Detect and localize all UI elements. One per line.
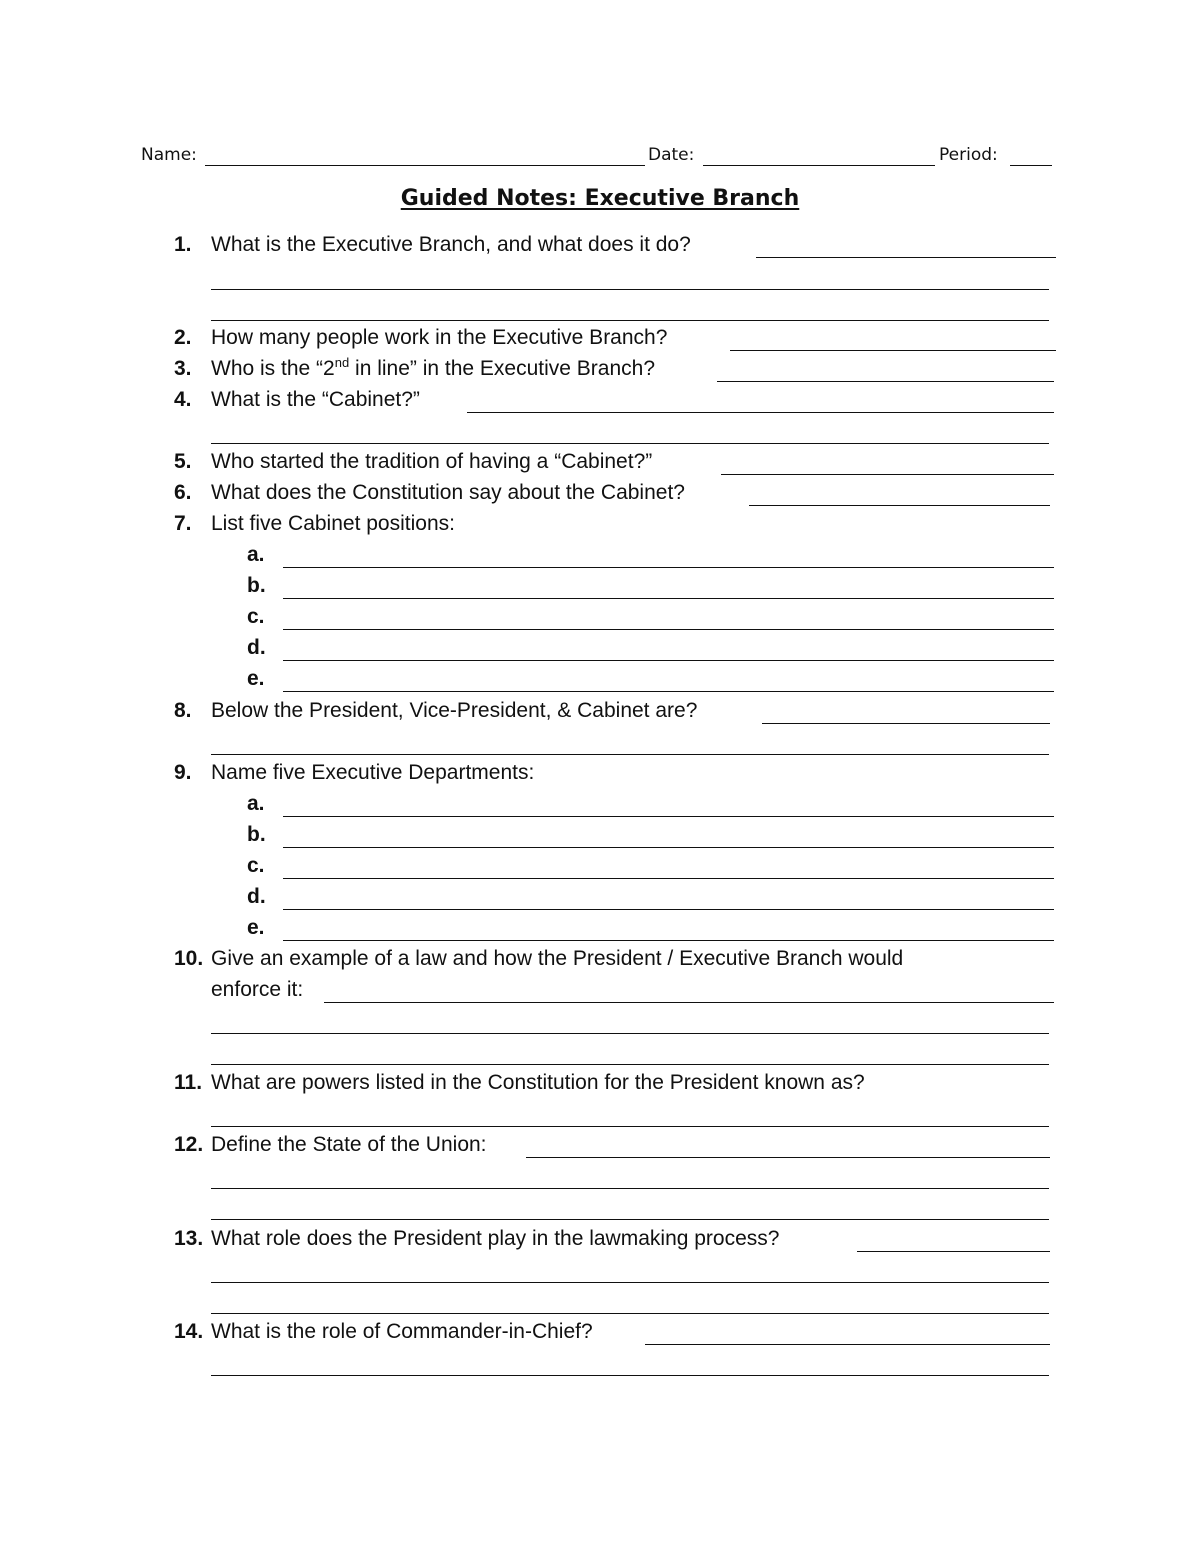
answer-line[interactable] [211, 1033, 1049, 1034]
answer-line[interactable] [645, 1344, 1050, 1345]
answer-line[interactable] [467, 412, 1054, 413]
question-text: What are powers listed in the Constitution for the President known as? [211, 1071, 865, 1094]
answer-line[interactable] [762, 723, 1050, 724]
answer-line[interactable] [211, 1126, 1049, 1127]
page-title: Guided Notes: Executive Branch [400, 186, 800, 211]
answer-line[interactable] [211, 320, 1049, 321]
question-text: What role does the President play in the lawmaking process? [211, 1227, 780, 1250]
answer-line[interactable] [283, 629, 1054, 630]
answer-line[interactable] [283, 598, 1054, 599]
answer-line[interactable] [756, 257, 1056, 258]
answer-line[interactable] [283, 691, 1054, 692]
sub-item-letter: a. [247, 543, 265, 566]
answer-line[interactable] [211, 1188, 1049, 1189]
answer-line[interactable] [283, 878, 1054, 879]
answer-line[interactable] [211, 289, 1049, 290]
question-text: What is the Executive Branch, and what does it do? [211, 233, 691, 256]
period-label: Period: [939, 145, 998, 165]
answer-line[interactable] [526, 1157, 1050, 1158]
answer-line[interactable] [283, 660, 1054, 661]
sub-item-letter: d. [247, 885, 266, 908]
question-text: Name five Executive Departments: [211, 761, 535, 784]
question-number: 14. [174, 1320, 204, 1343]
answer-line[interactable] [283, 909, 1054, 910]
question-number: 9. [174, 761, 192, 784]
answer-line[interactable] [283, 567, 1054, 568]
sub-item-letter: a. [247, 792, 265, 815]
date-field[interactable] [703, 165, 935, 166]
date-label: Date: [648, 145, 695, 165]
answer-line[interactable] [857, 1251, 1050, 1252]
sub-item-letter: b. [247, 574, 266, 597]
sub-item-letter: b. [247, 823, 266, 846]
question-number: 5. [174, 450, 192, 473]
question-text: Below the President, Vice-President, & Cabinet are? [211, 699, 698, 722]
question-text: What is the “Cabinet?” [211, 388, 420, 411]
question-number: 1. [174, 233, 192, 256]
question-text: Who started the tradition of having a “Cabinet?” [211, 450, 653, 473]
answer-line[interactable] [211, 754, 1049, 755]
answer-line[interactable] [211, 1064, 1049, 1065]
name-field[interactable] [205, 165, 645, 166]
question-number: 13. [174, 1227, 204, 1250]
question-text: List five Cabinet positions: [211, 512, 455, 535]
answer-line[interactable] [717, 381, 1054, 382]
question-number: 12. [174, 1133, 204, 1156]
question-number: 2. [174, 326, 192, 349]
question-text-continued: enforce it: [211, 978, 304, 1001]
question-text: Define the State of the Union: [211, 1133, 487, 1156]
sub-item-letter: e. [247, 916, 265, 939]
answer-line[interactable] [730, 350, 1056, 351]
question-number: 7. [174, 512, 192, 535]
sub-item-letter: c. [247, 854, 265, 877]
sub-item-letter: c. [247, 605, 265, 628]
answer-line[interactable] [721, 474, 1054, 475]
question-number: 11. [174, 1071, 203, 1094]
question-text: What does the Constitution say about the Cabinet? [211, 481, 685, 504]
question-number: 4. [174, 388, 192, 411]
question-text: How many people work in the Executive Branch? [211, 326, 668, 349]
question-number: 10. [174, 947, 204, 970]
period-field[interactable] [1010, 165, 1052, 166]
answer-line[interactable] [283, 847, 1054, 848]
question-text: What is the role of Commander-in-Chief? [211, 1320, 593, 1343]
answer-line[interactable] [211, 1375, 1049, 1376]
answer-line[interactable] [283, 940, 1054, 941]
answer-line[interactable] [749, 505, 1050, 506]
answer-line[interactable] [283, 816, 1054, 817]
answer-line[interactable] [211, 1282, 1049, 1283]
answer-line[interactable] [211, 1219, 1049, 1220]
answer-line[interactable] [211, 443, 1049, 444]
sub-item-letter: e. [247, 667, 265, 690]
student-info-header [141, 145, 1053, 167]
question-text: Who is the “2nd in line” in the Executive Branch? [211, 355, 656, 380]
question-number: 3. [174, 357, 192, 380]
question-text: Give an example of a law and how the President / Executive Branch would [211, 947, 904, 970]
question-number: 8. [174, 699, 192, 722]
question-number: 6. [174, 481, 192, 504]
answer-line[interactable] [211, 1313, 1049, 1314]
sub-item-letter: d. [247, 636, 266, 659]
answer-line[interactable] [324, 1002, 1054, 1003]
name-label: Name: [141, 145, 197, 165]
